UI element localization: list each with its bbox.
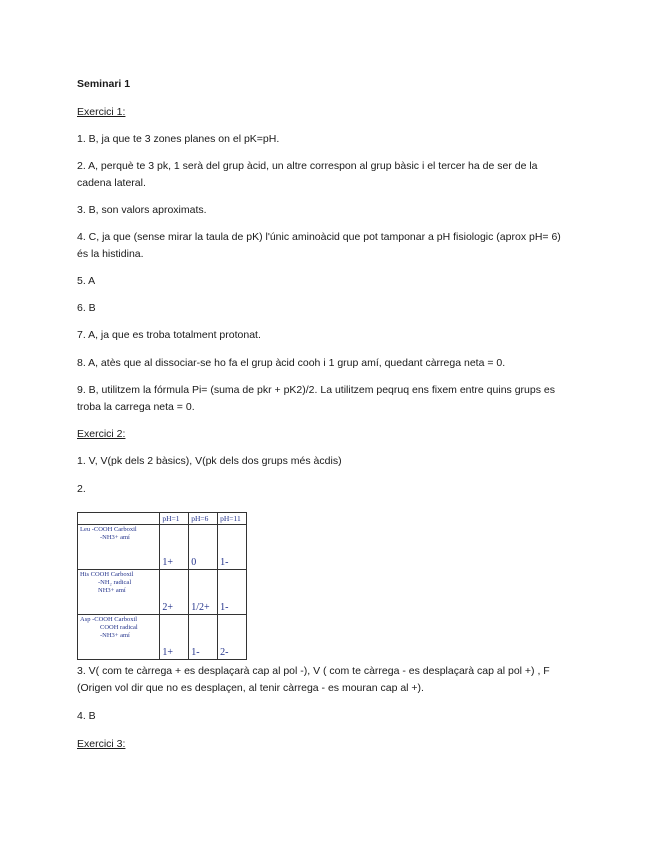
table-header-cell	[78, 513, 160, 525]
exercise-2-answer-2: 2.	[77, 483, 86, 495]
table-row	[78, 525, 247, 570]
table-cell: 0	[189, 525, 218, 570]
exercise-1-answer-4: 4. C, ja que (sense mirar la taula de pK) l'únic aminoàcid que pot tamponar a pH fisiologic (aprox pH= 6) és la histidina.	[77, 231, 561, 260]
row-label-line: -NH3+ amí	[100, 534, 130, 541]
exercise-1-answer-3: 3. B, son valors aproximats.	[77, 204, 207, 216]
table-cell: 1-	[189, 615, 218, 660]
table-cell: 1-	[218, 525, 247, 570]
exercise-1-answer-2: 2. A, perquè te 3 pk, 1 serà del grup àcid, un altre correspon al grup bàsic i el tercer ha de ser de la cadena lateral.	[77, 160, 538, 189]
row-label	[78, 525, 160, 570]
row-label-line: Leu -COOH Carboxil	[80, 526, 137, 533]
table-cell: 2+	[160, 570, 189, 615]
charge-table-header	[78, 513, 247, 525]
table-header-cell: pH=6	[189, 513, 218, 525]
row-label-line: Asp -COOH Carboxil	[80, 616, 138, 623]
exercise-1-answer-6: 6. B	[77, 302, 96, 314]
table-cell: 1+	[160, 615, 189, 660]
row-label	[78, 615, 160, 660]
exercise-1-answer-5: 5. A	[77, 275, 96, 287]
table-row	[78, 615, 247, 660]
exercise-2-answer-1: 1. V, V(pk dels 2 bàsics), V(pk dels dos grups més àcdis)	[77, 455, 342, 467]
row-label-line: -NH3+ amí	[100, 632, 130, 639]
table-cell: 1/2+	[189, 570, 218, 615]
row-label	[78, 570, 160, 615]
table-header-cell: pH=11	[218, 513, 247, 525]
row-label-line: His COOH Carboxil	[80, 571, 134, 578]
row-label-line: -NH₂ radical	[98, 579, 132, 586]
exercise-2-answer-4: 4. B	[77, 710, 96, 722]
row-label-line: COOH radical	[100, 624, 138, 631]
exercise-1-heading: Exercici 1:	[77, 106, 126, 118]
document-title: Seminari 1	[77, 78, 131, 90]
table-cell: 1-	[218, 570, 247, 615]
table-cell: 1+	[160, 525, 189, 570]
exercise-2-answer-3: 3. V( com te càrrega + es desplaçarà cap al pol -), V ( com te càrrega - es desplaçarà cap al pol +) , F (Origen vol dir que no es desplaçen, al tenir càrrega - es mouran cap al +).	[77, 665, 550, 694]
exercise-1-answer-7: 7. A, ja que es troba totalment protonat.	[77, 329, 261, 341]
exercise-3-heading: Exercici 3:	[77, 738, 126, 750]
table-cell: 2-	[218, 615, 247, 660]
exercise-2-heading: Exercici 2:	[77, 428, 126, 440]
row-label-line: NH3+ amí	[98, 587, 126, 594]
exercise-1-answer-1: 1. B, ja que te 3 zones planes on el pK=pH.	[77, 133, 280, 145]
exercise-1-answer-9: 9. B, utilitzem la fórmula Pi= (suma de pkr + pK2)/2. La utilitzem peqruq ens fixem entre quins grups es troba la carrega neta = 0.	[77, 384, 555, 413]
exercise-1-answer-8: 8. A, atès que al dissociar-se ho fa el grup àcid cooh i 1 grup amí, quedant càrrega neta = 0.	[77, 357, 506, 369]
charge-table	[77, 512, 247, 660]
table-row	[78, 570, 247, 615]
table-header-cell: pH=1	[160, 513, 189, 525]
